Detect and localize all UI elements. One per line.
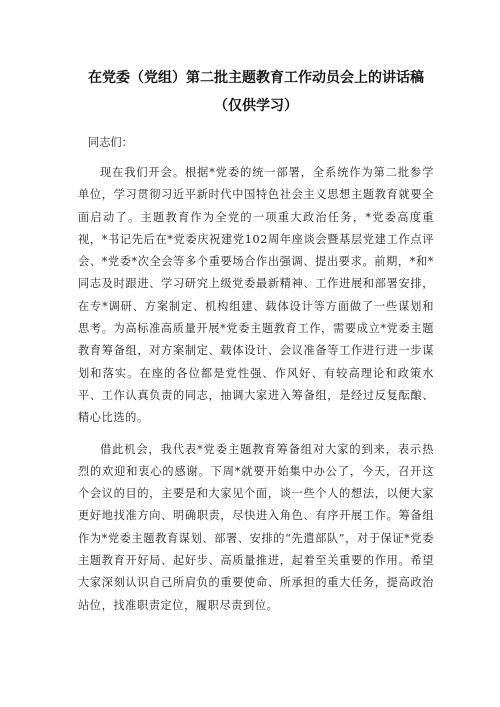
salutation: 同志们： bbox=[88, 136, 133, 149]
document-title: 在党委（党组）第二批主题教育工作动员会上的讲话稿（仅供学习） bbox=[88, 70, 424, 114]
paragraph-1: 现在我们开会。根据*党委的统一部署，全系统作为第二批参学单位，学习贯彻习近平新时代中国特色社会主义思想主题教育就要全面启动了。主题教育作为全党的一项重大政治任务，*党委高度重视，*书记先后在*党委庆祝建党102周年座谈会暨基层党建工作点评会、*党委*次全会等多个重要场合作出强调、提出要求。前期，*和*同志及时跟进、学习研究上级党委最新精神、工作进展和部署安排，在专*调研、方案制定、机构组建、载体设计等方面做了一些谋划和思考。为高标准高质量开展*党委主题教育工作，需要成立*党委主题教育筹备组，对方案制定、载体设计、会议准备等工作进行进一步谋划和落实。在座的各位都是党性强、作风好、有较高理论和政策水平、工作认真负责的同志，抽调大家进入筹备组，是经过反复酝酿、精心比选的。 bbox=[78, 166, 434, 425]
paragraph-2: 借此机会，我代表*党委主题教育筹备组对大家的到来，表示热烈的欢迎和衷心的感谢。下周*就要开始集中办公了，今天，召开这个会议的目的，主要是和大家见个面，谈一些个人的想法，以便大家更好地找准方向、明确职责，尽快进入角色、有序开展工作。筹备组作为*党委主题教育谋划、部署、安排的“先遣部队”，对于保证*党委主题教育开好局、起好步、高质量推进，起着至关重要的作用。希望大家深刻认识自己所肩负的重要使命、所承担的重大任务，提高政治站位，找准职责定位，履职尽责到位。 bbox=[78, 442, 434, 612]
